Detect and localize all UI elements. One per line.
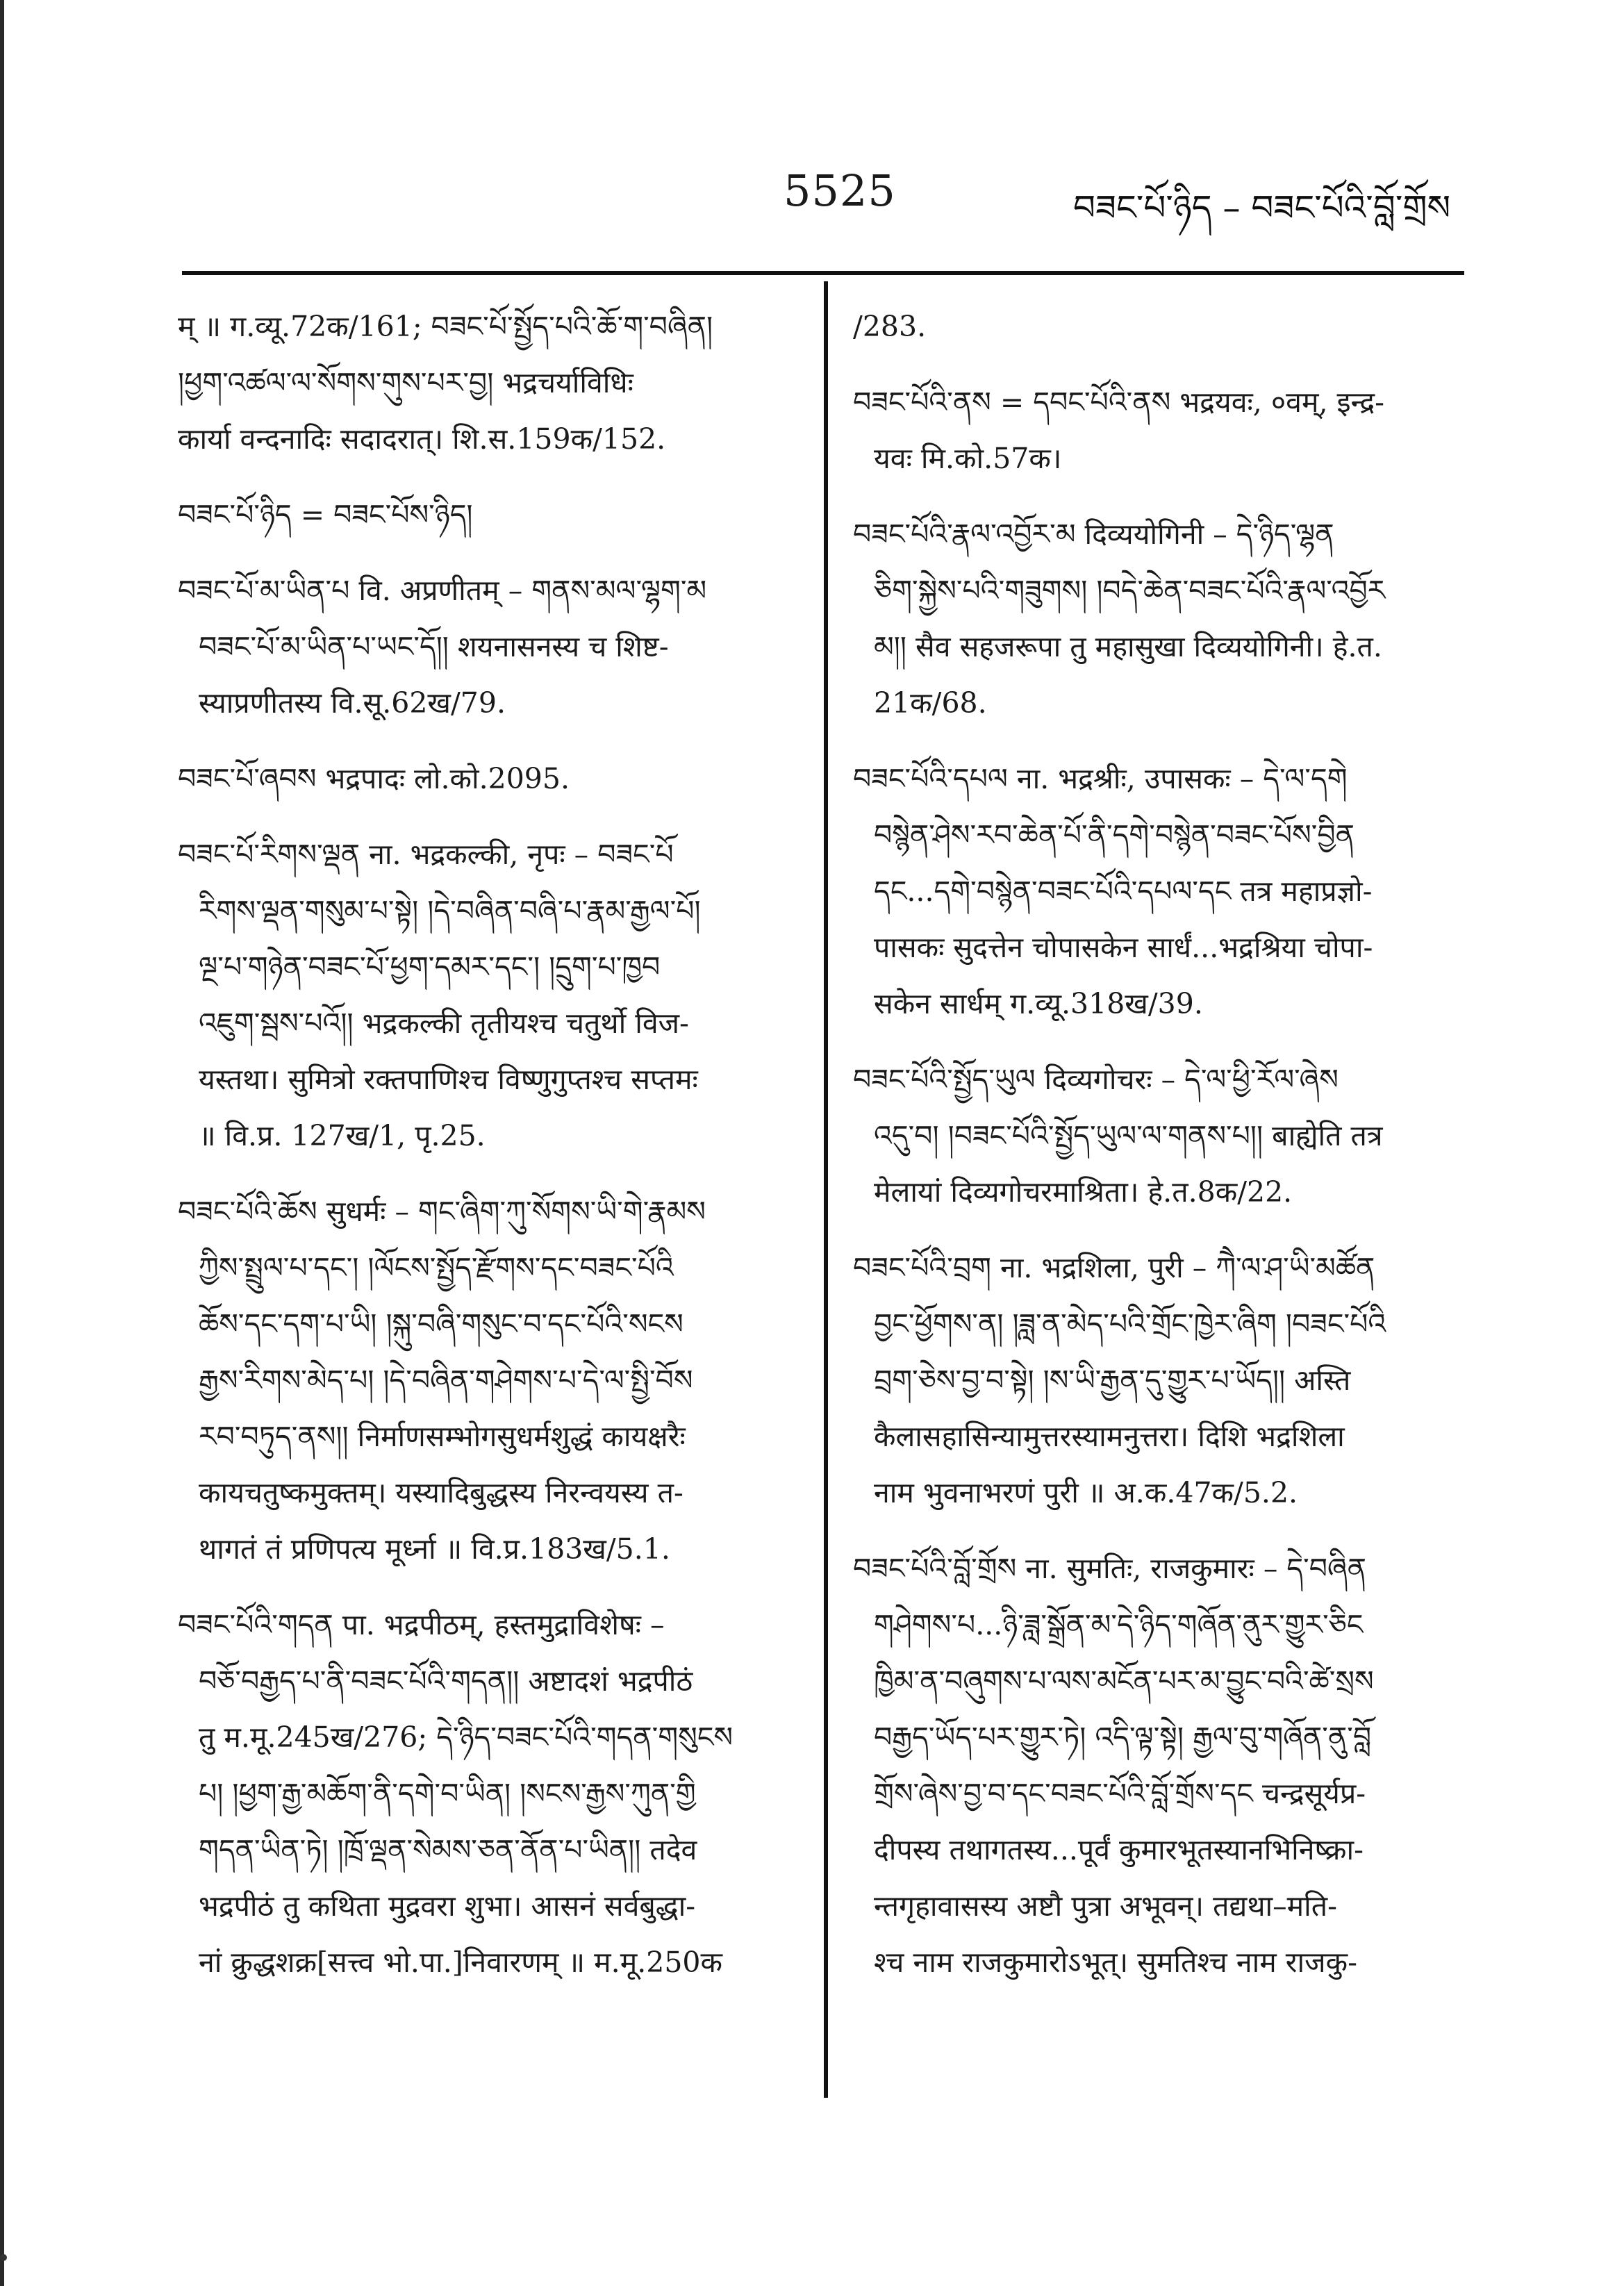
entry-line: कायचतुष्कमुक्तम्। यस्यादिबुद्धस्य निरन्वयस्य त-	[199, 1476, 683, 1509]
dictionary-entry	[178, 563, 789, 731]
entry-line: གདན་ཡིན་ཏེ། །ཁྲོ་ལྡན་སེམས་ཅན་ནོན་པ་ཡིན།། तदेव	[199, 1833, 697, 1866]
running-head: བཟང་པོ་ཉིད – བཟང་པོའི་བློ་གྲོས	[1073, 188, 1451, 228]
dictionary-entry	[853, 1541, 1464, 1991]
entry-line: सकेन सार्धम् ग.व्यू.318ख/39.	[874, 987, 1203, 1020]
entry-line: གྲོས་ཞེས་བྱ་བ་དང་བཟང་པོའི་བློ་གྲོས་དང चन्द्रसूर्यप्र-	[874, 1777, 1366, 1810]
entry-line: ཆོས་དང་དག་པ་ཡི། །སྐུ་བཞི་གསུང་བ་དང་པོའི་སངས	[199, 1307, 683, 1341]
dictionary-entry	[853, 1052, 1464, 1220]
dictionary-entry	[178, 487, 789, 543]
entry-line: ཀྱིས་སྤྲུལ་པ་དང་། །ལོངས་སྤྱོད་རྫོགས་དང་བཟང་པོའི	[199, 1251, 674, 1284]
entry-headline: བཟང་པོའི་བློ་གྲོས ना. सुमतिः, राजकुमारः – དེ་བཞིན	[853, 1552, 1367, 1585]
entry-line: नां क्रुद्धशक्र[सत्त्व भो.पा.]निवारणम् ॥ म.मू.250क	[199, 1946, 722, 1979]
entry-line: ॥ वि.प्र. 127ख/1, पृ.25.	[199, 1119, 486, 1152]
left-column	[178, 299, 789, 2010]
entry-line: कैलासहासिन्यामुत्तरस्यामनुत्तरा। दिशि भद्रशिला	[874, 1420, 1345, 1453]
entry-line: བཟང་པོ་མ་ཡིན་པ་ཡང་དོ།། शयनासनस्य च शिष्ट-	[199, 630, 669, 663]
right-column	[853, 299, 1464, 2010]
entry-headline: བཟང་པོའི་དཔལ ना. भद्रश्रीः, उपासकः – དེ་ལ་དགེ	[853, 762, 1348, 795]
entry-line: ཅིག་སྐྱེས་པའི་གཟུགས། །བདེ་ཆེན་བཟང་པོའི་རྣལ་འབྱོར	[874, 574, 1386, 607]
entry-headline: བཟང་པོའི་གདན पा. भद्रपीठम्, हस्तमुद्राविशेषः –	[178, 1608, 665, 1641]
entry-line: कार्या वन्दनादिः सदादरात्। शि.स.159क/152.	[178, 422, 666, 456]
entry-headline: བཟང་པོ་མ་ཡིན་པ वि. अप्रणीतम् – གནས་མལ་ལྷག་མ	[178, 574, 707, 607]
entry-line: थागतं तं प्रणिपत्य मूर्ध्ना ॥ वि.प्र.183ख/5.1.	[199, 1532, 670, 1566]
entry-line: दीपस्य तथागतस्य...पूर्वं कुमारभूतस्यानभिनिष्क्रा-	[874, 1833, 1364, 1866]
dictionary-entry	[178, 1184, 789, 1577]
entry-line: བརྒྱད་ཡོད་པར་གྱུར་ཏེ། འདི་ལྟ་སྟེ། རྒྱལ་བུ་གཞོན་ནུ་བློ	[874, 1721, 1372, 1754]
entry-line: རབ་བཏུད་ནས།། निर्माणसम्भोगसुधर्मशुद्धं कायक्षरैः	[199, 1420, 686, 1453]
entry-line: स्याप्रणीतस्य वि.सू.62ख/79.	[199, 686, 506, 720]
dictionary-entry	[178, 299, 789, 467]
entry-headline: བཟང་པོའི་ནས = དབང་པོའི་ནས भद्रयवः, ०वम्, इन्द्र-	[853, 386, 1384, 419]
page-edge-mark	[0, 0, 4, 2286]
entry-line: तु म.मू.245ख/276; དེ་ཉིད་བཟང་པོའི་གདན་གསུངས	[199, 1721, 734, 1754]
entry-line: यवः मि.को.57क।	[874, 442, 1062, 475]
entry-line: 21क/68.	[874, 686, 987, 720]
page-number: 5525	[784, 165, 896, 216]
dictionary-entry	[178, 751, 789, 807]
entry-line: གཤེགས་པ...ཉི་ཟླ་སྒྲོན་མ་དེ་ཉིད་གཞོན་ནུར་གྱུར་ཅིང	[874, 1608, 1364, 1641]
dictionary-entry	[853, 299, 1464, 355]
entry-line: །ཕྱག་འཚལ་ལ་སོགས་གུས་པར་བྱ། भद्रचर्याविधिः	[178, 366, 633, 399]
entry-line: རིགས་ལྡན་གསུམ་པ་སྟེ། །དེ་བཞིན་བཞི་པ་རྣམ་རྒྱལ་པོ།	[199, 894, 701, 927]
entry-headline: བཟང་པོའི་ཆོས सुधर्मः – གང་ཞིག་ཀུ་སོགས་ཡི་གེ་རྣམས	[178, 1195, 706, 1228]
entry-line: यस्तथा। सुमित्रो रक्तपाणिश्च विष्णुगुप्तश्च सप्तमः	[199, 1063, 698, 1096]
margin-dot	[0, 2254, 7, 2261]
entry-line: न्तगृहावासस्य अष्टौ पुत्रा अभूवन्। तद्यथा–मति-	[874, 1889, 1338, 1923]
header-rule	[182, 271, 1464, 275]
entry-headline: /283.	[853, 310, 927, 343]
entry-headline: བཟང་པོ་ཞབས भद्रपादः लो.को.2095.	[178, 762, 570, 795]
dictionary-entry	[178, 1597, 789, 1991]
dictionary-entry	[853, 751, 1464, 1032]
entry-headline: བཟང་པོའི་སྤྱོད་ཡུལ दिव्यगोचरः – དེ་ལ་ཕྱི་རོལ་ཞེས	[853, 1063, 1339, 1096]
entry-line: དང...དགེ་བསྙེན་བཟང་པོའི་དཔལ་དང तत्र महाप्रज्ञो-	[874, 875, 1373, 908]
entry-line: པ། །ཕྱག་རྒྱ་མཆོག་ནི་དགེ་བ་ཡིན། །སངས་རྒྱས་ཀུན་གྱི	[199, 1777, 696, 1810]
entry-line: भद्रपीठं तु कथिता मुद्रवरा शुभा। आसनं सर्वबुद्धा-	[199, 1889, 696, 1923]
dictionary-entry	[853, 1240, 1464, 1521]
entry-headline: བཟང་པོའི་བྲག ना. भद्रशिला, पुरी – ཀཻ་ལ་ཤ་ཡི་མཚོན	[853, 1251, 1375, 1284]
dictionary-entry	[853, 506, 1464, 731]
entry-line: རྒྱས་རིགས་མེད་པ། །དེ་བཞིན་གཤེགས་པ་དེ་ལ་སྤྱི་བོས	[199, 1364, 693, 1397]
entry-line: བྱང་ཕྱོགས་ན། །ཟླ་ན་མེད་པའི་གྲོང་ཁྱེར་ཞིག །བཟང་པོའི	[874, 1307, 1386, 1341]
entry-line: ལྔ་པ་གཉེན་བཟང་པོ་ཕྱག་དམར་དང་། །དྲུག་པ་ཁྱབ	[199, 950, 661, 984]
entry-line: श्च नाम राजकुमारोऽभूत्। सुमतिश्च नाम राजकु-	[874, 1946, 1357, 1979]
entry-line: འཇུག་སྦས་པའོ།། भद्रकल्की तृतीयश्च चतुर्थो विज-	[199, 1007, 689, 1040]
entry-line: नाम भुवनाभरणं पुरी ॥ अ.क.47क/5.2.	[874, 1476, 1298, 1509]
entry-line: བྲག་ཅེས་བྱ་བ་སྟེ། །ས་ཡི་རྒྱན་དུ་གྱུར་པ་ཡོད།། अस्ति	[874, 1364, 1351, 1397]
entry-line: མ།། सैव सहजरूपा तु महासुखा दिव्ययोगिनी। हे.त.	[874, 630, 1382, 663]
column-divider	[824, 281, 828, 2098]
entry-line: पासकः सुदत्तेन चोपासकेन सार्धं...भद्रश्रिया चोपा-	[874, 931, 1373, 964]
entry-line: ཁྱིམ་ན་བཞུགས་པ་ལས་མངོན་པར་མ་བྱུང་བའི་ཚེ་སྲས	[874, 1664, 1374, 1698]
entry-headline: བཟང་པོ་ཉིད = བཟང་པོས་ཉིད།	[178, 498, 473, 531]
entry-line: བསྙེན་ཤེས་རབ་ཆེན་པོ་ནི་དགེ་བསྙེན་བཟང་པོས་བྱིན	[874, 818, 1354, 852]
entry-headline: བཟང་པོ་རིགས་ལྡན ना. भद्रकल्की, नृपः – བཟང་པོ	[178, 838, 674, 871]
dictionary-entry	[178, 827, 789, 1164]
entry-line: मेलायां दिव्यगोचरमाश्रिता। हे.त.8क/22.	[874, 1175, 1293, 1209]
entry-headline: म् ॥ ग.व्यू.72क/161; བཟང་པོ་སྤྱོད་པའི་ཆོ་ག་བཞིན།	[178, 310, 713, 343]
dictionary-entry	[853, 374, 1464, 487]
entry-line: བཅོ་བརྒྱད་པ་ནི་བཟང་པོའི་གདན།། अष्टादशं भद्रपीठं	[199, 1664, 693, 1698]
entry-headline: བཟང་པོའི་རྣལ་འབྱོར་མ दिव्ययोगिनी – དེ་ཉིད་ལྷན	[853, 517, 1334, 551]
entry-line: འདུ་བ། །བཟང་པོའི་སྤྱོད་ཡུལ་ལ་གནས་པ།། बाह्येति तत्र	[874, 1119, 1383, 1152]
